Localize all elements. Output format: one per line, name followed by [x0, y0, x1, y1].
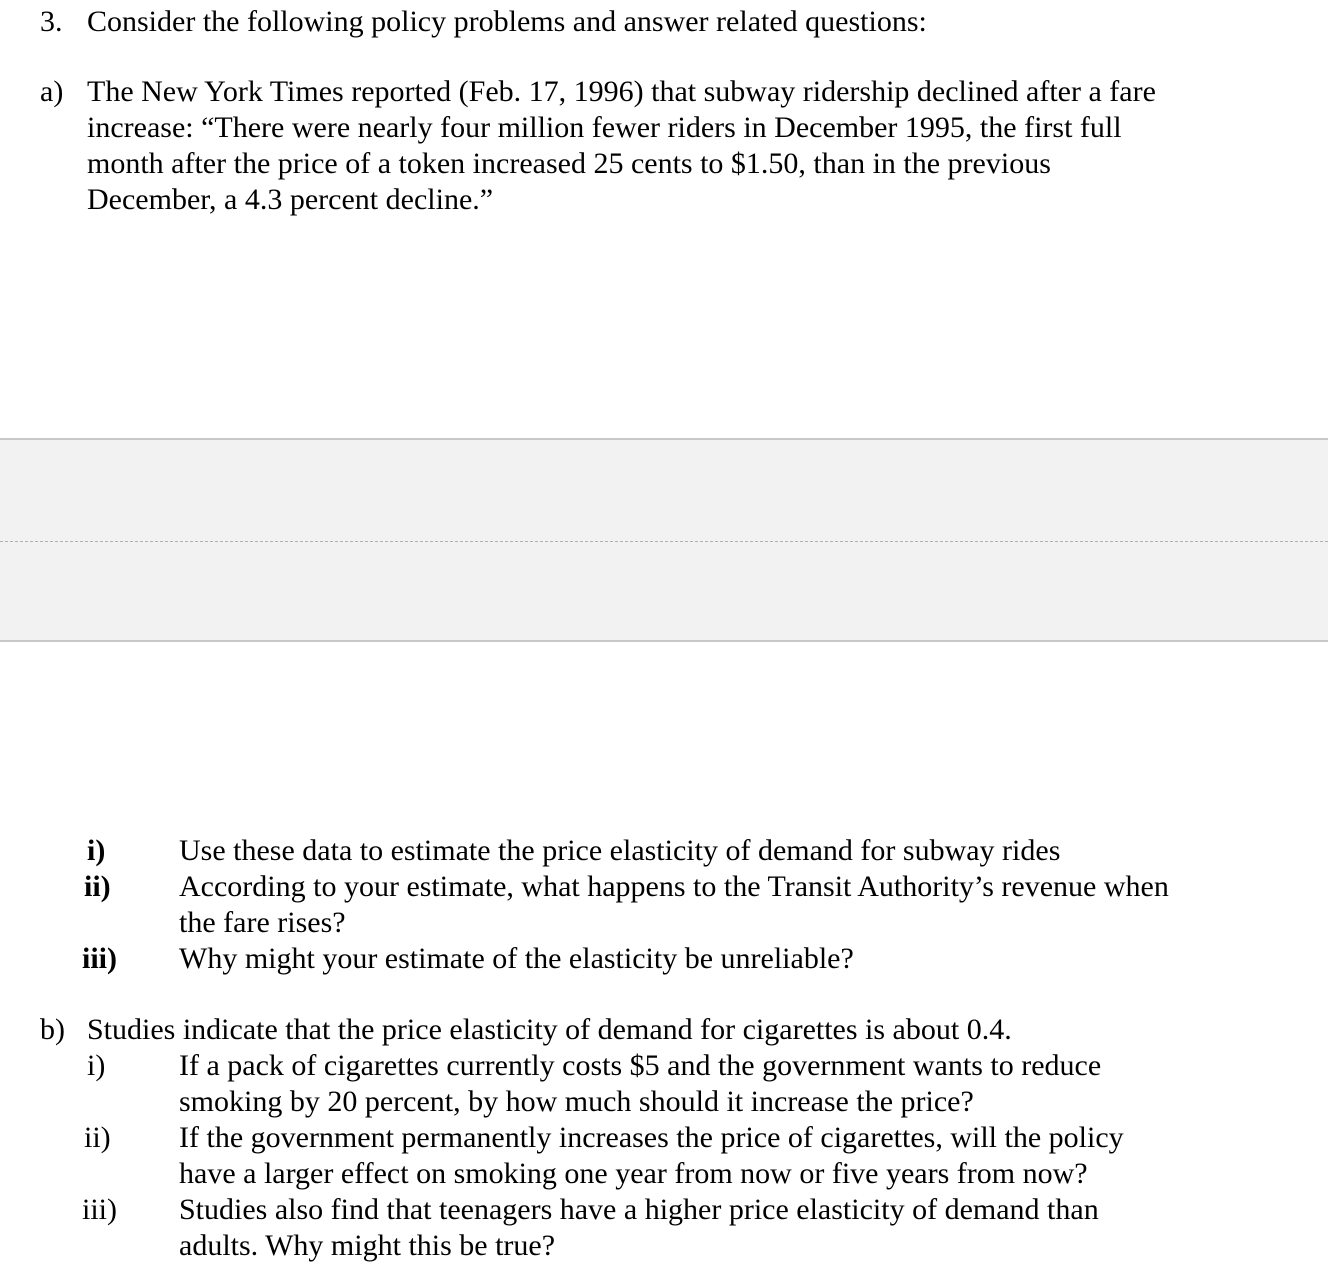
question-number: 3. [40, 5, 63, 38]
part-a-item-iii-label: iii) [82, 942, 117, 975]
part-b-item-ii-text-1: If the government permanently increases the price of cigarettes, will the policy [179, 1121, 1124, 1154]
dashed-divider [0, 541, 1328, 542]
part-b-item-ii-label: ii) [84, 1121, 111, 1154]
part-a-line-2: increase: “There were nearly four million fewer riders in December 1995, the first full [87, 111, 1122, 144]
question-prompt: Consider the following policy problems and answer related questions: [87, 5, 927, 38]
part-a-label: a) [40, 75, 64, 108]
part-a-line-3: month after the price of a token increased 25 cents to $1.50, than in the previous [87, 147, 1051, 180]
part-b-item-i-text-1: If a pack of cigarettes currently costs $5 and the government wants to reduce [179, 1049, 1102, 1082]
part-a-item-iii-text: Why might your estimate of the elasticity be unreliable? [179, 942, 854, 975]
part-b-label: b) [40, 1013, 65, 1046]
part-a-item-i-label: i) [87, 834, 106, 867]
part-a-item-ii-text-1: According to your estimate, what happens to the Transit Authority’s revenue when [179, 870, 1169, 903]
part-a-item-i-text: Use these data to estimate the price elasticity of demand for subway rides [179, 834, 1061, 867]
part-b-item-ii-text-2: have a larger effect on smoking one year from now or five years from now? [179, 1157, 1088, 1190]
part-b-item-iii-text-2: adults. Why might this be true? [179, 1229, 556, 1262]
part-b-item-i-label: i) [87, 1049, 106, 1082]
part-b-item-i-text-2: smoking by 20 percent, by how much should it increase the price? [179, 1085, 974, 1118]
part-b-item-iii-text-1: Studies also find that teenagers have a higher price elasticity of demand than [179, 1193, 1099, 1226]
part-b-item-iii-label: iii) [82, 1193, 117, 1226]
part-a-line-1: The New York Times reported (Feb. 17, 1996) that subway ridership declined after a fare [87, 75, 1156, 108]
part-a-item-ii-label: ii) [84, 870, 111, 903]
gray-separator-band [0, 438, 1328, 642]
part-b-line-1: Studies indicate that the price elasticity of demand for cigarettes is about 0.4. [87, 1013, 1012, 1046]
part-a-line-4: December, a 4.3 percent decline.” [87, 183, 494, 216]
part-a-item-ii-text-2: the fare rises? [179, 906, 346, 939]
